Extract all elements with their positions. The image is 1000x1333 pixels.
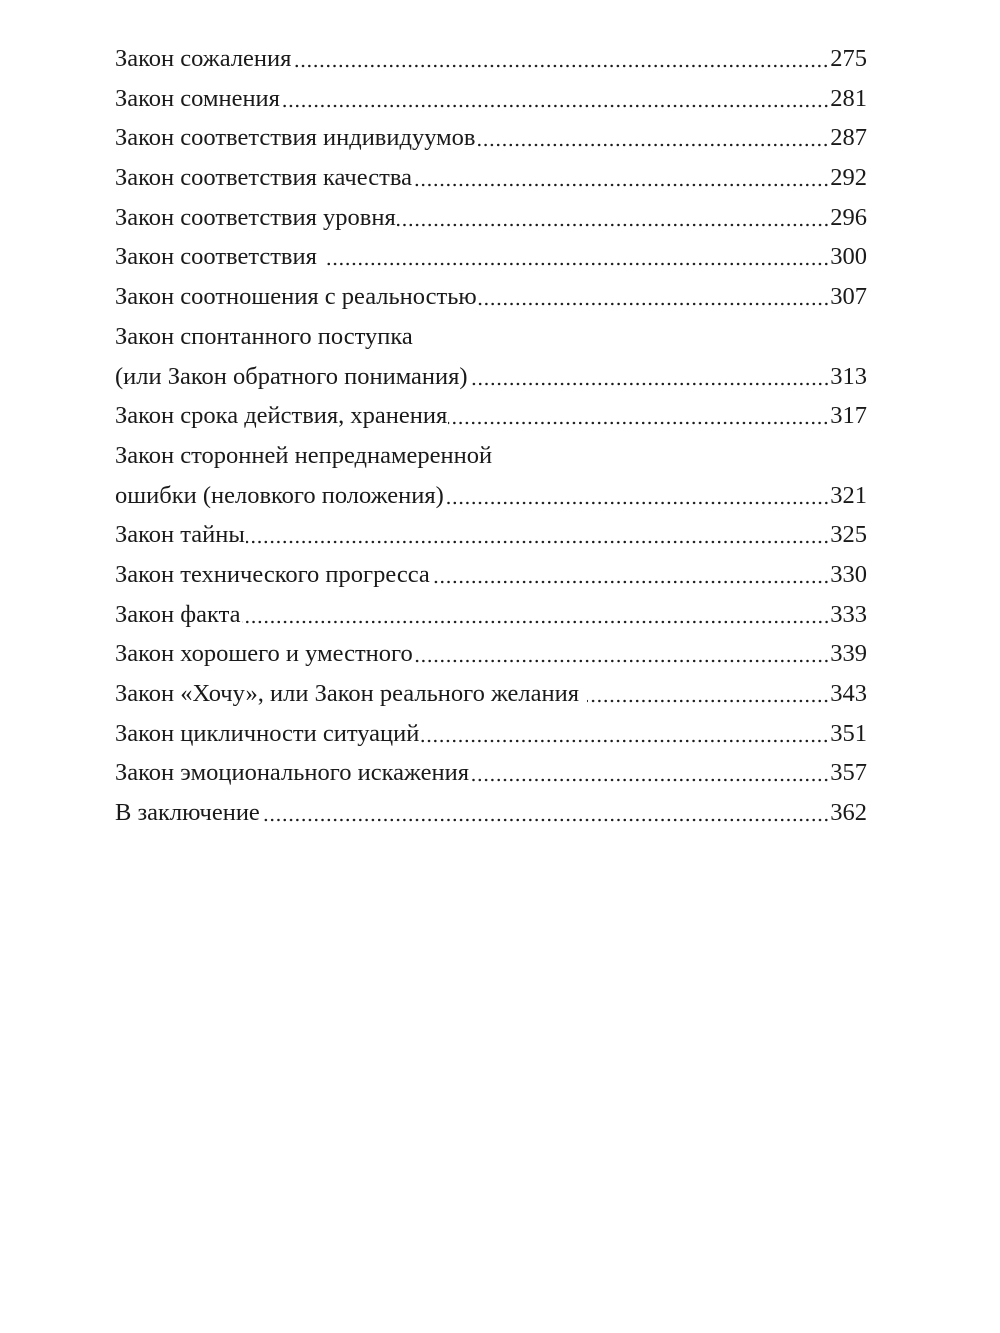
toc-entry[interactable] — [115, 357, 867, 397]
toc-page-number: 296 — [830, 203, 867, 231]
toc-entry-title: Закон цикличности ситуаций — [115, 719, 420, 747]
toc-entry-title: Закон сторонней непреднамеренной — [115, 441, 493, 469]
toc-entry-title: Закон эмоционального искажения — [115, 759, 469, 787]
toc-entry[interactable] — [115, 634, 867, 674]
toc-entry-title: Закон срока действия, хранения — [115, 402, 448, 430]
toc-entry[interactable] — [115, 198, 867, 238]
toc-entry[interactable] — [115, 237, 867, 277]
toc-page-number: 357 — [830, 759, 867, 787]
toc-entry[interactable] — [115, 396, 867, 436]
toc-page-number: 333 — [830, 600, 867, 628]
toc-page-number: 317 — [830, 402, 867, 430]
toc-entry-continued-title[interactable] — [115, 317, 867, 357]
toc-entry-title: Закон «Хочу», или Закон реального желания — [115, 680, 580, 707]
toc-entry[interactable] — [115, 79, 867, 119]
dot-leader — [397, 223, 830, 227]
dot-leader — [445, 501, 829, 505]
toc-entry-title: Закон соответствия — [115, 243, 317, 271]
toc-entry[interactable] — [115, 476, 867, 516]
toc-entry[interactable] — [115, 674, 867, 714]
toc-entry-title: Закон сожаления — [115, 45, 292, 72]
toc-entry-title: В заключение — [115, 799, 260, 827]
toc-entry-title: Закон тайны — [115, 521, 245, 549]
toc-page-number: 275 — [830, 45, 867, 72]
dot-leader — [431, 580, 830, 584]
dot-leader — [242, 620, 830, 624]
dot-leader — [246, 540, 829, 544]
toc-page-number: 287 — [830, 124, 867, 152]
toc-page-number: 307 — [830, 283, 867, 311]
dot-leader — [448, 421, 829, 425]
dot-leader — [413, 183, 829, 187]
toc-entry-title: Закон факта — [115, 600, 241, 628]
dot-leader — [325, 262, 829, 266]
toc-entry-title: Закон спонтанного поступка — [115, 322, 413, 350]
toc-entry[interactable] — [115, 714, 867, 754]
dot-leader — [414, 659, 830, 663]
toc-entry-title: Закон соответствия уровня — [115, 203, 396, 231]
toc-entry[interactable] — [115, 118, 867, 158]
toc-page-number: 300 — [830, 243, 867, 271]
toc-entry-title: Закон сомнения — [115, 84, 280, 112]
toc-entry-title: Закон соответствия индивидуумов — [115, 124, 476, 152]
toc-page-number: 339 — [830, 640, 867, 668]
dot-leader — [420, 739, 829, 743]
dot-leader — [478, 302, 830, 306]
dot-leader — [469, 382, 830, 386]
toc-entry[interactable] — [115, 555, 867, 595]
dot-leader — [261, 818, 829, 822]
dot-leader — [470, 778, 829, 782]
toc-page-number: 351 — [830, 719, 867, 747]
toc-entry-title: Закон технического прогресса — [115, 560, 430, 588]
toc-entry-title: Закон хорошего и уместного — [115, 640, 413, 668]
dot-leader — [587, 699, 829, 703]
toc-entry[interactable] — [115, 39, 867, 79]
toc-entry-title: Закон соответствия качества — [115, 164, 412, 192]
toc-page-number: 325 — [830, 521, 867, 549]
toc-page-number: 292 — [830, 164, 867, 192]
toc-entry[interactable] — [115, 515, 867, 555]
toc-entry-title-continuation: (или Закон обратного понимания) — [115, 362, 468, 390]
dot-leader — [292, 64, 829, 68]
toc-entry-title-continuation: ошибки (неловкого положения) — [115, 481, 444, 509]
dot-leader — [476, 143, 829, 147]
toc-entry[interactable] — [115, 753, 867, 793]
toc-page-number: 281 — [830, 84, 867, 112]
toc-entry[interactable] — [115, 277, 867, 317]
toc-page-number: 321 — [830, 481, 867, 509]
toc-entry[interactable] — [115, 595, 867, 635]
dot-leader — [281, 104, 829, 108]
toc-page-number: 362 — [830, 799, 867, 827]
toc-page-number: 313 — [830, 362, 867, 390]
table-of-contents — [115, 39, 867, 833]
toc-page-number: 330 — [830, 560, 867, 588]
toc-entry-continued-title[interactable] — [115, 436, 867, 476]
toc-page-number: 343 — [830, 680, 867, 707]
toc-entry[interactable] — [115, 158, 867, 198]
toc-entry[interactable] — [115, 793, 867, 833]
toc-entry-title: Закон соотношения с реальностью — [115, 283, 477, 311]
